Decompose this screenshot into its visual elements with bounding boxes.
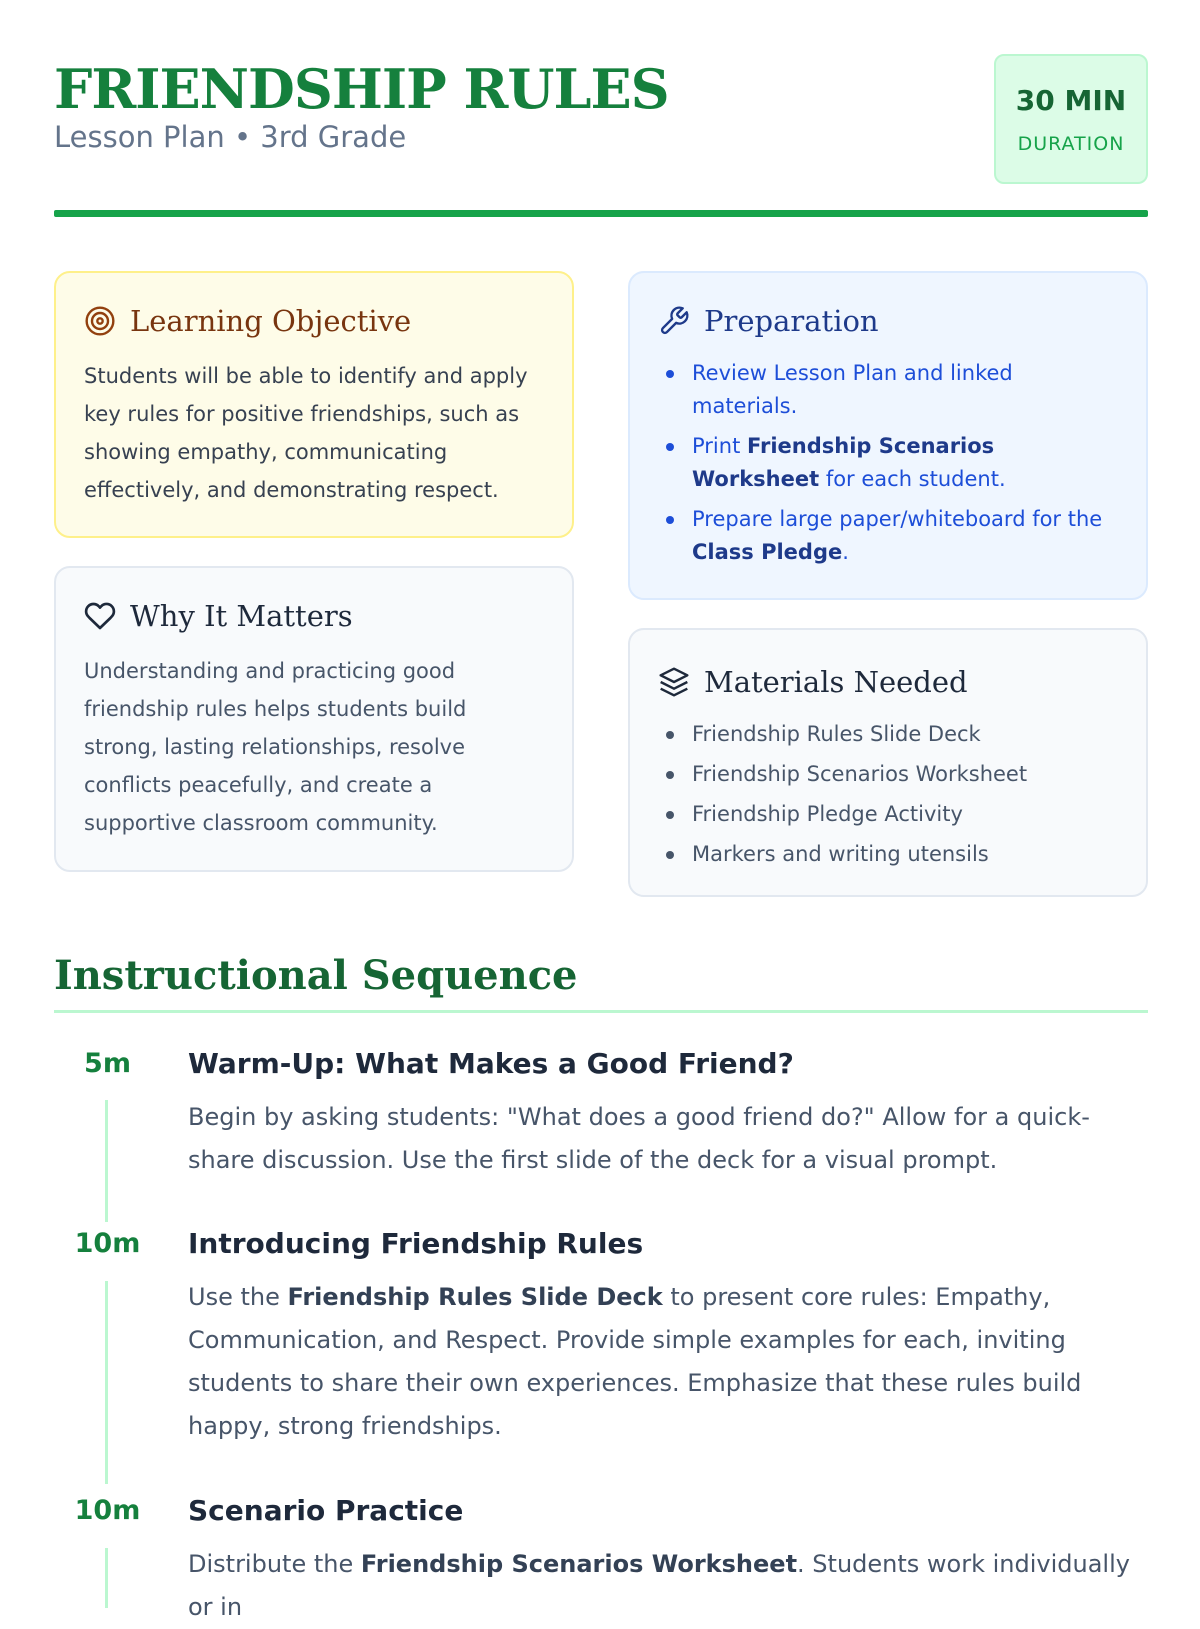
step-title: Introducing Friendship Rules [188, 1227, 644, 1260]
slide-deck-reference: Friendship Rules Slide Deck [287, 1283, 663, 1311]
materials-heading [658, 664, 1118, 700]
worksheet-reference: Friendship Scenarios Worksheet [360, 1550, 798, 1578]
preparation-item: Review Lesson Plan and linked materials. [658, 357, 1118, 423]
why-it-matters-title: Why It Matters [130, 599, 353, 633]
duration-value: 30 MIN [1015, 84, 1127, 117]
step-title: Warm-Up: What Makes a Good Friend? [188, 1047, 794, 1080]
why-it-matters-card [54, 566, 574, 872]
materials-title: Materials Needed [704, 665, 968, 699]
step-description: Distribute the Friendship Scenarios Worksheet. Students work individually or in [188, 1550, 1130, 1621]
preparation-heading [658, 303, 1118, 339]
worksheet-reference: Friendship Scenarios Worksheet [692, 434, 995, 491]
preparation-item: Print Friendship Scenarios Worksheet for each student. [658, 430, 1118, 496]
learning-objective-heading [84, 303, 544, 339]
wrench-icon [658, 305, 690, 337]
page-subtitle: Lesson Plan • 3rd Grade [54, 120, 407, 154]
heart-icon [84, 600, 116, 632]
lesson-header [54, 54, 1148, 218]
class-pledge-reference: Class Pledge [692, 540, 843, 564]
materials-item: Friendship Scenarios Worksheet [658, 758, 1118, 791]
section-title: Instructional Sequence [54, 952, 578, 999]
step-duration: 10m [74, 1495, 141, 1526]
sequence-step [54, 1226, 1148, 1440]
section-divider [54, 1010, 1148, 1013]
preparation-list [658, 357, 1118, 569]
step-title: Scenario Practice [188, 1494, 464, 1527]
header-divider [54, 210, 1148, 217]
target-icon [84, 305, 116, 337]
materials-item: Markers and writing utensils [658, 838, 1118, 871]
preparation-card [628, 271, 1148, 600]
step-description: Use the Friendship Rules Slide Deck to present core rules: Empathy, Communication, and Respect. Provide simple examples for each, inviting students to share their own experiences. Emphasize that these rules build happy, strong friendships. [188, 1283, 1082, 1440]
sequence-step [54, 1493, 1148, 1621]
step-description: Begin by asking students: "What does a good friend do?" Allow for a quick-share discussion. Use the first slide of the deck for a visual prompt. [188, 1103, 1090, 1174]
preparation-title: Preparation [704, 304, 879, 338]
duration-label: DURATION [1017, 133, 1125, 155]
sequence-step [54, 1046, 1148, 1174]
materials-list [658, 718, 1118, 871]
layers-icon [658, 666, 690, 698]
learning-objective-text: Students will be able to identify and apply key rules for positive friendships, such as showing empathy, communicating effectively, and demonstrating respect. [84, 364, 528, 502]
duration-badge [994, 54, 1148, 184]
step-duration: 5m [84, 1048, 131, 1079]
materials-item: Friendship Rules Slide Deck [658, 718, 1118, 751]
why-it-matters-heading [84, 598, 544, 634]
page-title: FRIENDSHIP RULES [54, 57, 669, 121]
step-duration: 10m [74, 1228, 141, 1259]
materials-item: Friendship Pledge Activity [658, 798, 1118, 831]
materials-card [628, 628, 1148, 897]
why-it-matters-text: Understanding and practicing good friendship rules helps students build strong, lasting relationships, resolve conflicts peacefully, and create a supportive classroom community. [84, 659, 467, 835]
preparation-item: Prepare large paper/whiteboard for the Class Pledge. [658, 503, 1118, 569]
learning-objective-title: Learning Objective [130, 304, 412, 338]
learning-objective-card [54, 271, 574, 538]
